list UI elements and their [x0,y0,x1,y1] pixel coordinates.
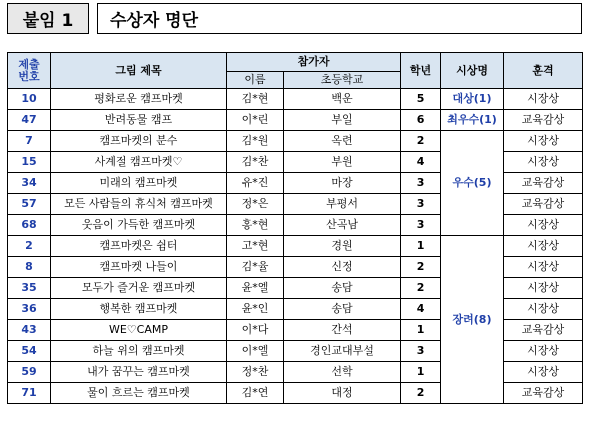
participant-name: 고*현 [227,236,284,257]
grade: 1 [401,236,441,257]
artwork-title: 사계절 캠프마켓♡ [51,152,227,173]
participant-name: 김*율 [227,257,284,278]
participant-name: 이*엘 [227,341,284,362]
participant-name: 김*원 [227,131,284,152]
praise-level: 시장상 [504,131,583,152]
table-row [8,89,583,110]
school-name: 신정 [284,257,401,278]
grade: 3 [401,341,441,362]
praise-level: 시장상 [504,362,583,383]
submission-number: 59 [8,362,51,383]
table-row [8,110,583,131]
praise-level: 시장상 [504,257,583,278]
grade: 1 [401,362,441,383]
artwork-title: 행복한 캠프마켓 [51,299,227,320]
submission-number: 10 [8,89,51,110]
artwork-title: 물이 흐르는 캠프마켓 [51,383,227,404]
grade: 4 [401,299,441,320]
table-row [8,131,583,152]
praise-level: 시장상 [504,278,583,299]
grade: 6 [401,110,441,131]
praise-level: 교육감상 [504,320,583,341]
participant-name: 김*현 [227,89,284,110]
submission-number: 15 [8,152,51,173]
submission-number: 8 [8,257,51,278]
submission-number: 54 [8,341,51,362]
header-number: 제출 번호 [8,53,51,89]
school-name: 선학 [284,362,401,383]
artwork-title: WE♡CAMP [51,320,227,341]
school-name: 경인교대부설 [284,341,401,362]
submission-number: 34 [8,173,51,194]
artwork-title: 하늘 위의 캠프마켓 [51,341,227,362]
artwork-title: 캠프마켓의 분수 [51,131,227,152]
artwork-title: 캠프마켓은 쉼터 [51,236,227,257]
school-name: 경원 [284,236,401,257]
page-title: 수상자 명단 [97,3,582,34]
grade: 1 [401,320,441,341]
header-participant: 참가자 [227,53,401,72]
participant-name: 유*진 [227,173,284,194]
grade: 4 [401,152,441,173]
school-name: 부일 [284,110,401,131]
submission-number: 71 [8,383,51,404]
participant-name: 정*은 [227,194,284,215]
artwork-title: 반려동물 캠프 [51,110,227,131]
artwork-title: 웃음이 가득한 캠프마켓 [51,215,227,236]
submission-number: 57 [8,194,51,215]
grade: 3 [401,173,441,194]
award-name: 최우수(1) [441,110,504,131]
praise-level: 시장상 [504,299,583,320]
grade: 3 [401,215,441,236]
artwork-title: 모두가 즐거운 캠프마켓 [51,278,227,299]
school-name: 송담 [284,299,401,320]
praise-level: 시장상 [504,215,583,236]
participant-name: 이*다 [227,320,284,341]
praise-level: 시장상 [504,341,583,362]
submission-number: 36 [8,299,51,320]
artwork-title: 평화로운 캠프마켓 [51,89,227,110]
praise-level: 교육감상 [504,194,583,215]
participant-name: 정*찬 [227,362,284,383]
school-name: 산곡남 [284,215,401,236]
award-name: 대상(1) [441,89,504,110]
grade: 2 [401,278,441,299]
grade: 2 [401,383,441,404]
award-encouragement: 장려(8) [441,236,504,404]
header-award: 시상명 [441,53,504,89]
school-name: 백운 [284,89,401,110]
participant-name: 홍*현 [227,215,284,236]
header-title: 그림 제목 [51,53,227,89]
praise-level: 시장상 [504,236,583,257]
artwork-title: 캠프마켓 나들이 [51,257,227,278]
praise-level: 시장상 [504,152,583,173]
submission-number: 2 [8,236,51,257]
praise-level: 시장상 [504,89,583,110]
submission-number: 68 [8,215,51,236]
praise-level: 교육감상 [504,110,583,131]
header-grade: 학년 [401,53,441,89]
school-name: 마장 [284,173,401,194]
praise-level: 교육감상 [504,383,583,404]
header-school: 초등학교 [284,72,401,89]
school-name: 부원 [284,152,401,173]
participant-name: 이*린 [227,110,284,131]
submission-number: 43 [8,320,51,341]
artwork-title: 내가 꿈꾸는 캠프마켓 [51,362,227,383]
awardees-table [7,52,583,404]
participant-name: 김*찬 [227,152,284,173]
submission-number: 7 [8,131,51,152]
award-excellence: 우수(5) [441,131,504,236]
school-name: 부평서 [284,194,401,215]
artwork-title: 미래의 캠프마켓 [51,173,227,194]
grade: 3 [401,194,441,215]
grade: 2 [401,257,441,278]
school-name: 옥련 [284,131,401,152]
school-name: 송담 [284,278,401,299]
attachment-badge: 붙임 1 [7,3,89,34]
grade: 2 [401,131,441,152]
participant-name: 김*연 [227,383,284,404]
submission-number: 47 [8,110,51,131]
header-name: 이름 [227,72,284,89]
participant-name: 윤*인 [227,299,284,320]
submission-number: 35 [8,278,51,299]
grade: 5 [401,89,441,110]
school-name: 간석 [284,320,401,341]
participant-name: 윤*엘 [227,278,284,299]
artwork-title: 모든 사람들의 휴식처 캠프마켓 [51,194,227,215]
table-row [8,236,583,257]
school-name: 대정 [284,383,401,404]
praise-level: 교육감상 [504,173,583,194]
header-praise: 훈격 [504,53,583,89]
